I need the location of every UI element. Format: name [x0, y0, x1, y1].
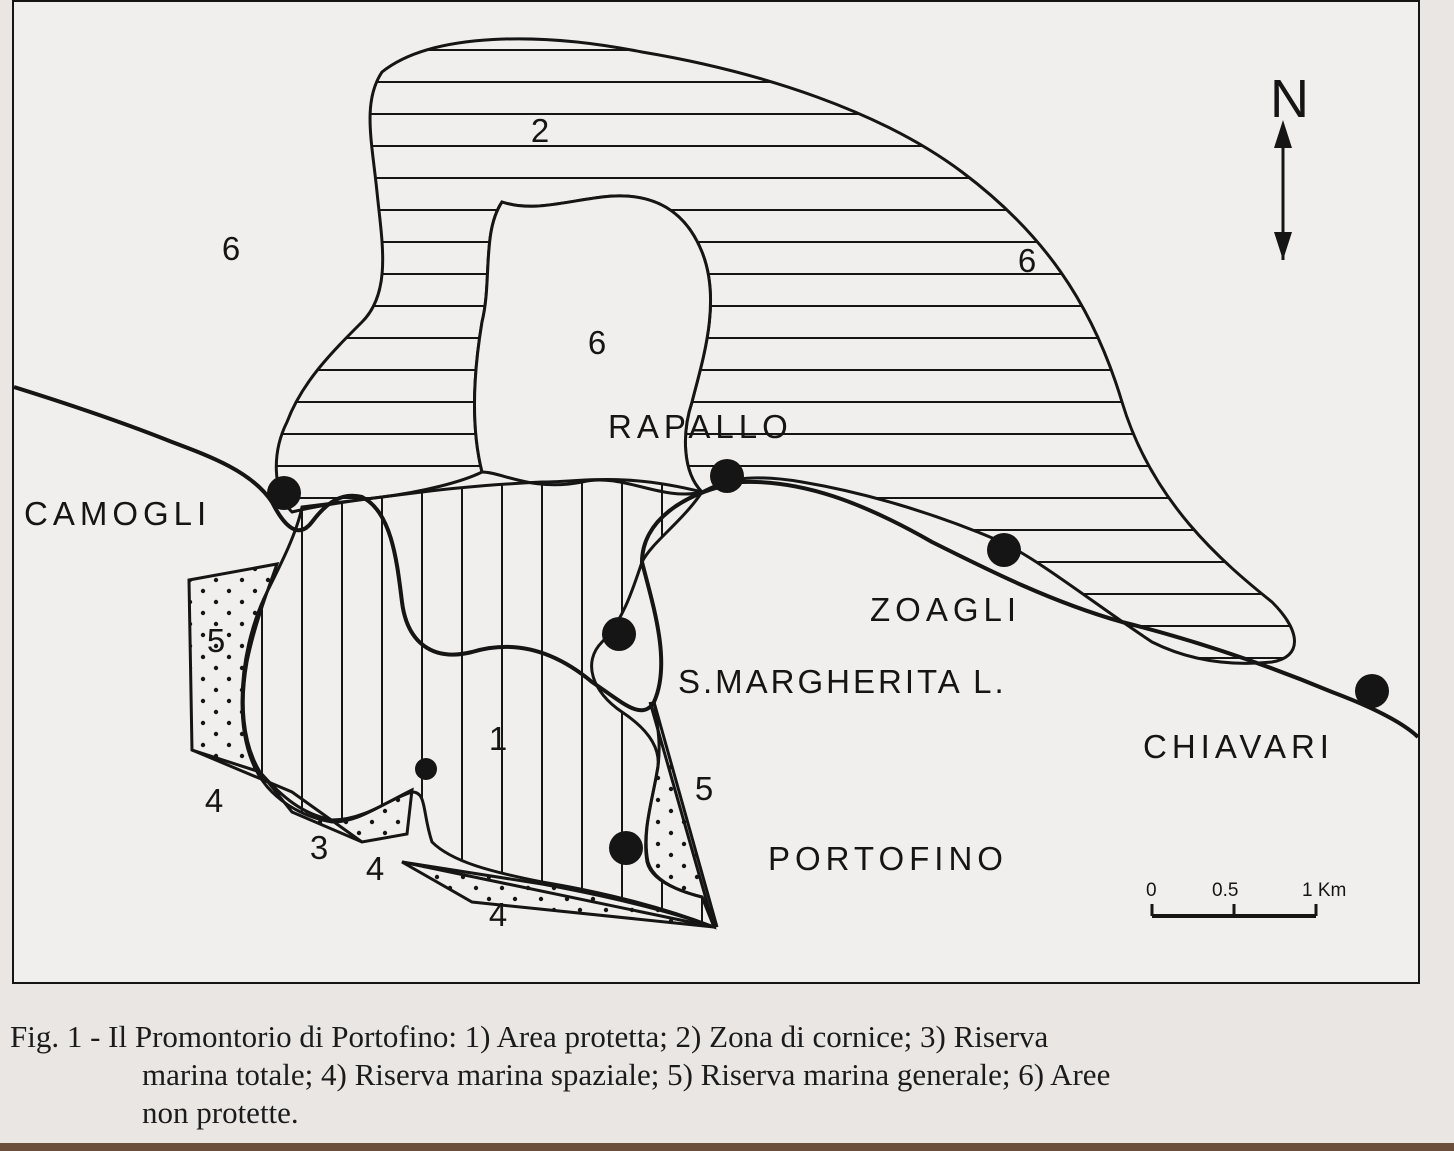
scale-tick-05: 0.5 — [1212, 880, 1239, 901]
label-chiavari: CHIAVARI — [1143, 728, 1334, 765]
scale-tick-0: 0 — [1146, 880, 1157, 901]
zone-label-6-center: 6 — [587, 324, 607, 361]
scale-tick-1km: 1 Km — [1302, 880, 1347, 901]
scale-bar — [1152, 904, 1316, 916]
label-portofino: PORTOFINO — [768, 840, 1008, 877]
north-arrow-icon — [1274, 120, 1292, 260]
map-drawing — [14, 2, 1418, 982]
label-zoagli: ZOAGLI — [870, 591, 1022, 628]
camogli-dot — [267, 476, 301, 510]
label-santa-margherita: S.MARGHERITA L. — [678, 663, 1007, 700]
figure-caption — [10, 1018, 1420, 1132]
caption-line-3: non protette. — [142, 1095, 299, 1130]
caption-line-1: Fig. 1 - Il Promontorio di Portofino: 1) Area protetta; 2) Zona di cornice; 3) Riserva — [10, 1019, 1049, 1054]
label-rapallo: RAPALLO — [608, 408, 793, 445]
zone-label-4-south: 4 — [488, 896, 508, 933]
map-figure — [12, 0, 1420, 984]
caption-line-2: marina totale; 4) Riserva marina spaziale; 5) Riserva marina generale; 6) Aree — [142, 1057, 1111, 1092]
zone-label-6-west: 6 — [221, 230, 241, 267]
portofino-dot — [609, 831, 643, 865]
rapallo-dot — [710, 459, 744, 493]
label-camogli: CAMOGLI — [24, 495, 212, 532]
zone-label-5-east: 5 — [694, 770, 714, 807]
san-fruttuoso-dot — [415, 758, 437, 780]
zone-label-4-west: 4 — [204, 782, 224, 819]
zone-label-2: 2 — [530, 112, 550, 149]
santa-margherita-dot — [602, 617, 636, 651]
zone-label-3: 3 — [309, 829, 329, 866]
zoagli-dot — [987, 533, 1021, 567]
zone-label-4-center: 4 — [365, 850, 385, 887]
zone-label-6-east: 6 — [1017, 242, 1037, 279]
zone-label-1: 1 — [488, 720, 508, 757]
zone-label-5-west: 5 — [206, 622, 226, 659]
chiavari-dot — [1355, 674, 1389, 708]
page-edge — [0, 1143, 1454, 1151]
north-label: N — [1270, 69, 1309, 129]
